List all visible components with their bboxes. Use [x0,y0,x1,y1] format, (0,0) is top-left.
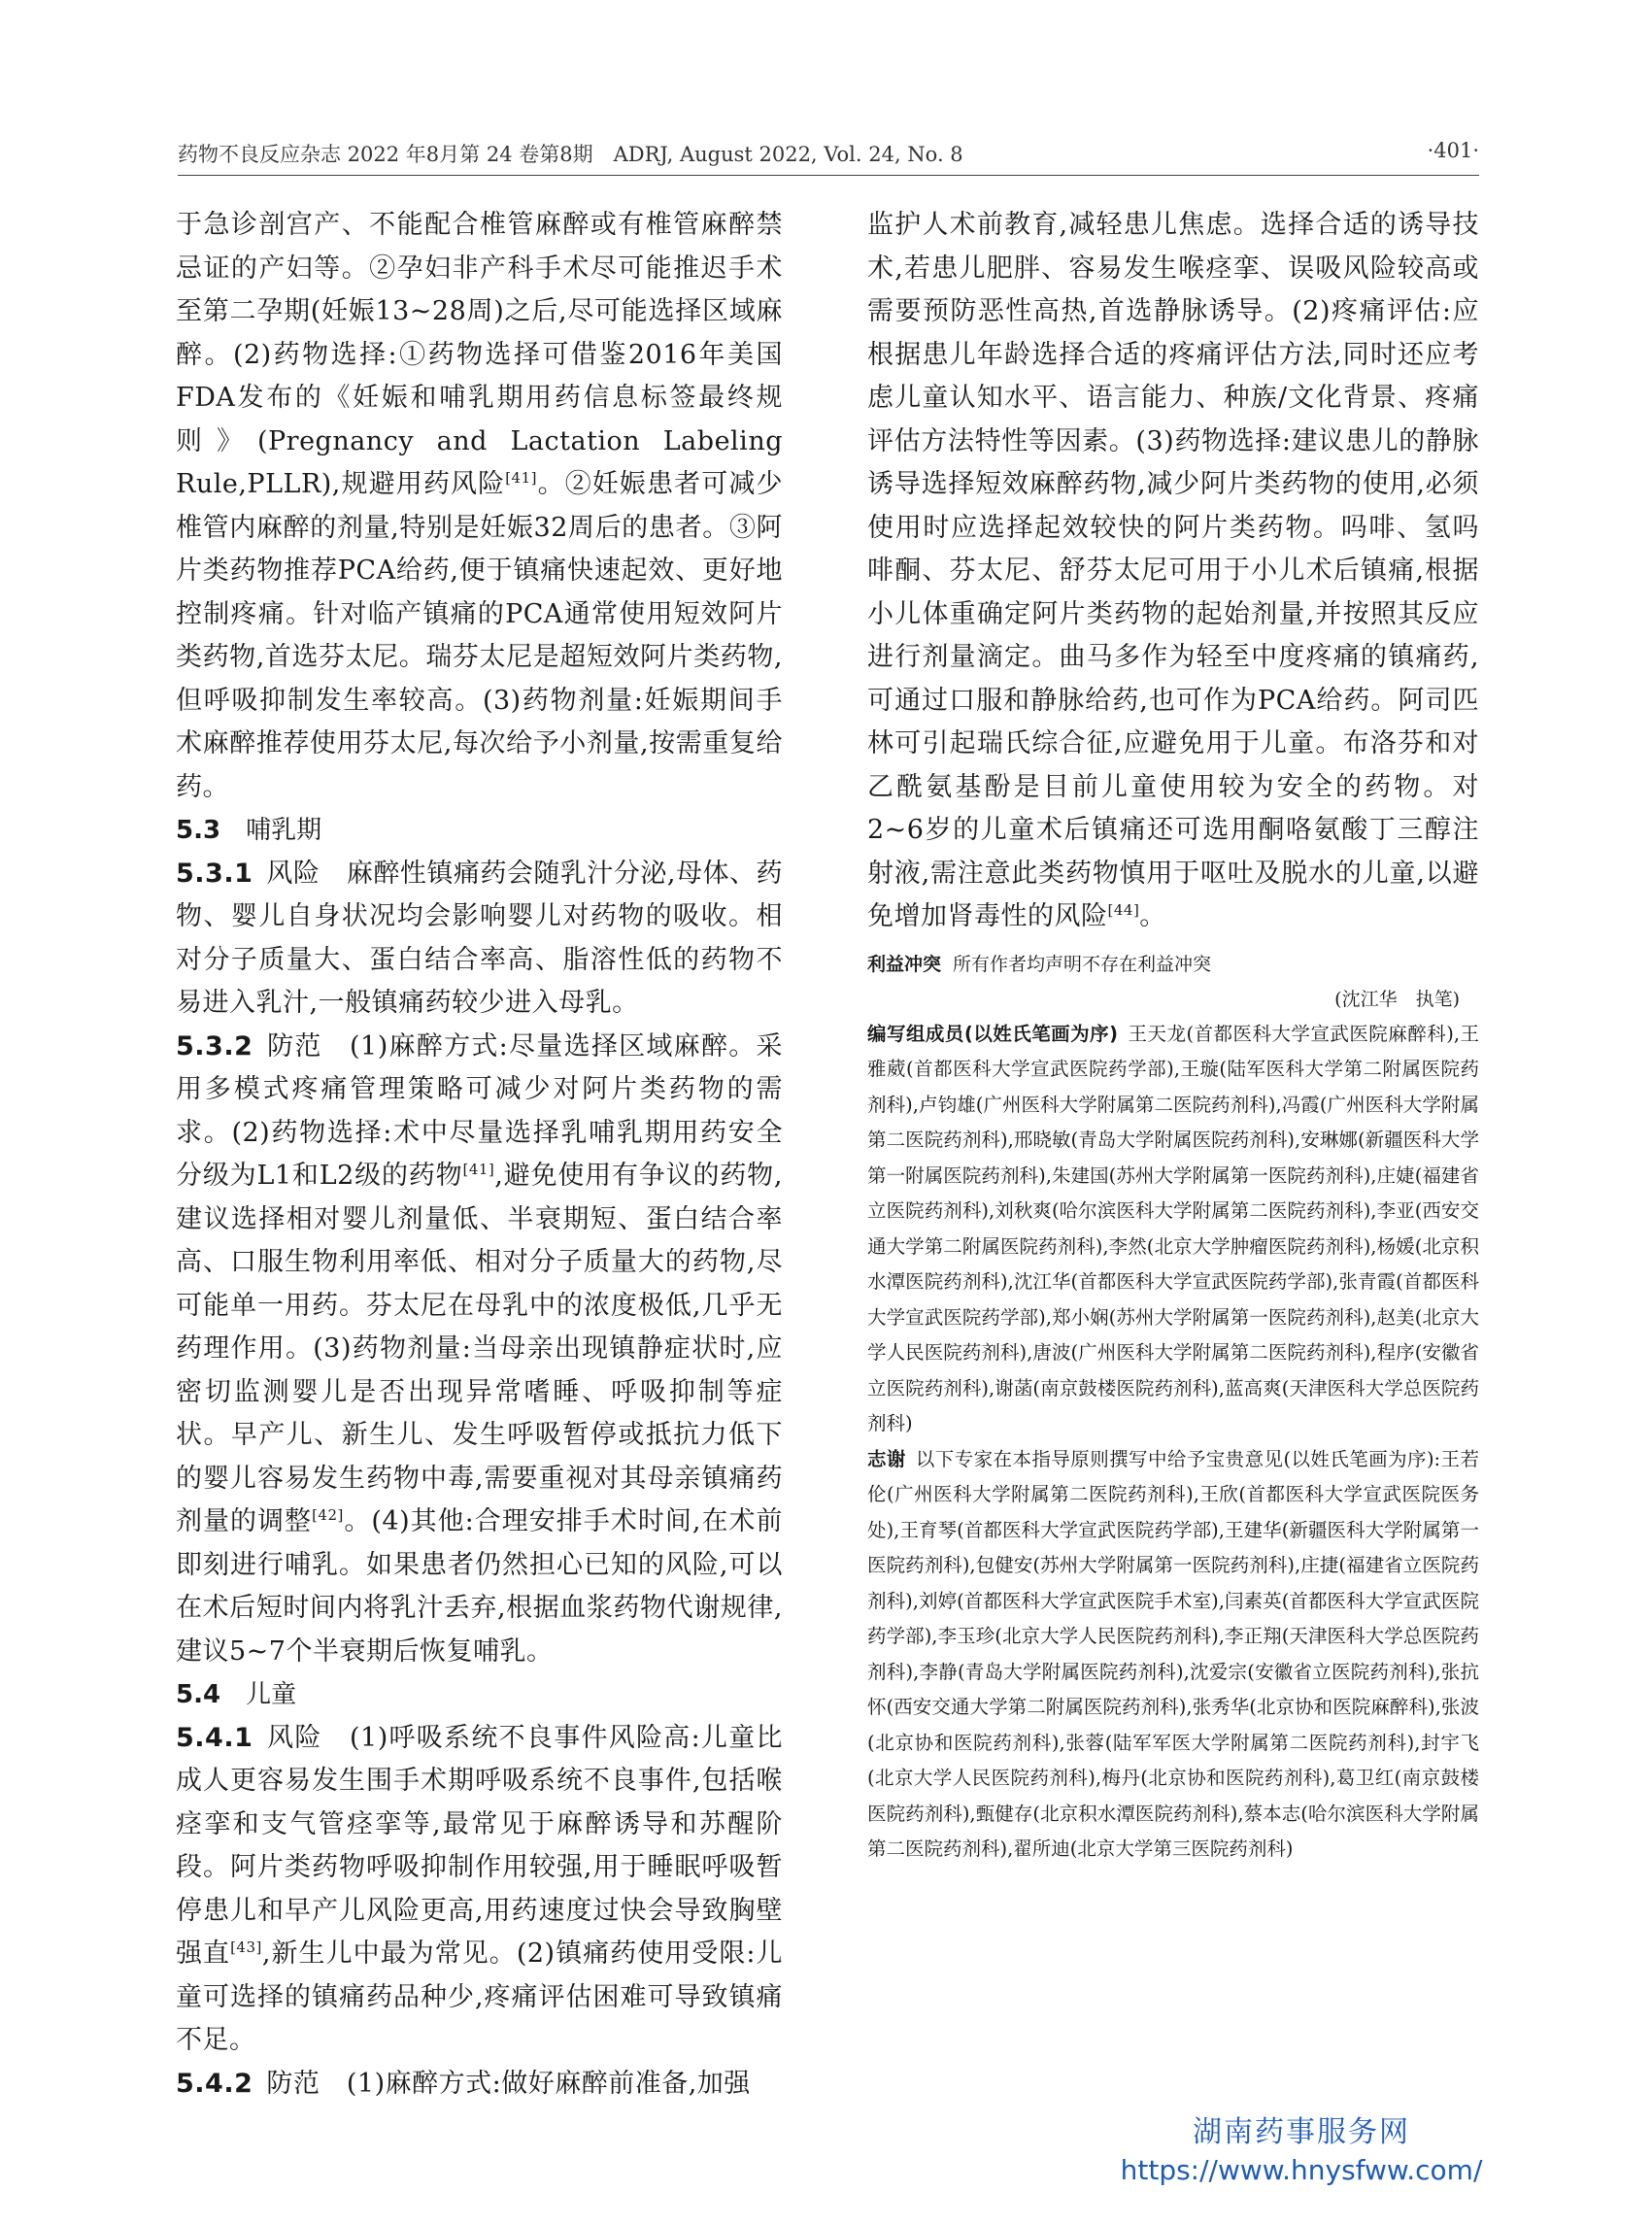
paragraph: 监护人术前教育,减轻患儿焦虑。选择合适的诱导技术,若患儿肥胖、容易发生喉痉挛、误吸风险较高或需要预防恶性高热,首选静脉诱导。(2)疼痛评估:应根据患儿年龄选择合适的疼痛评估方法,同时还应考虑儿童认知水平、语言能力、种族/文化背景、疼痛评估方法特性等因素。(3)药物选择:建议患儿的静脉诱导选择短效麻醉药物,减少阿片类药物的使用,必须使用时应选择起效较快的阿片类药物。吗啡、氢吗啡酮、芬太尼、舒芬太尼可用于小儿术后镇痛,根据小儿体重确定阿片类药物的起始剂量,并按照其反应进行剂量滴定。曲马多作为轻至中度疼痛的镇痛药,可通过口服和静脉给药,也可作为PCA给药。阿司匹林可引起瑞氏综合征,应避免用于儿童。布洛芬和对乙酰氨基酚是目前儿童使用较为安全的药物。对2~6岁的儿童术后镇痛还可选用酮咯氨酸丁三醇注射液,需注意此类药物慎用于呕吐及脱水的儿童,以避免增加肾毒性的风险[44]。 [867,210,1479,931]
watermark [1059,2113,1544,2189]
conflict-of-interest: 利益冲突 所有作者均声明不存在利益冲突 [867,953,1212,975]
reference-mark: [42] [312,1506,344,1524]
author-signature: (沈江华 执笔) [1334,988,1460,1010]
subsection-5-4-1: 5.4.1 风险 (1)呼吸系统不良事件风险高:儿童比成人更容易发生围手术期呼吸系统不良事件,包括喉痉挛和支气管痉挛等,最常见于麻醉诱导和苏醒阶段。阿片类药物呼吸抑制作用较强,用于睡眠呼吸暂停患儿和早产儿风险更高,用药速度过快会导致胸壁强直[43],新生儿中最为常见。(2)镇痛药使用受限:儿童可选择的镇痛药品种少,疼痛评估困难可导致镇痛不足。 [176,1722,784,2055]
watermark-url[interactable]: https://www.hnysfww.com/ [1120,2154,1483,2186]
reference-mark: [41] [462,1161,495,1178]
section-heading-5-4: 5.4 儿童 [176,1680,297,1709]
section-heading-5-3: 5.3 哺乳期 [176,816,322,845]
left-column [176,204,783,2106]
journal-citation: 药物不良反应杂志 2022 年8月第 24 卷第8期 ADRJ, August 2022, Vol. 24, No. 8 [178,143,963,166]
page-number: ·401· [1427,139,1479,162]
watermark-site-name: 湖南药事服务网 [1193,2115,1410,2149]
reference-mark: [44] [1107,901,1140,919]
subsection-5-3-2: 5.3.2 防范 (1)麻醉方式:尽量选择区域麻醉。采用多模式疼痛管理策略可减少对阿片类药物的需求。(2)药物选择:术中尽量选择乳哺乳期用药安全分级为L1和L2级的药物[41],避免使用有争议的药物,建议选择相对婴儿剂量低、半衰期短、蛋白结合率高、口服生物利用率低、相对分子质量大的药物,尽可能单一用药。芬太尼在母乳中的浓度极低,几乎无药理作用。(3)药物剂量:当母亲出现镇静症状时,应密切监测婴儿是否出现异常嗜睡、呼吸抑制等症状。早产儿、新生儿、发生呼吸暂停或抵抗力低下的婴儿容易发生药物中毒,需要重视对其母亲镇痛药剂量的调整[42]。(4)其他:合理安排手术时间,在术前即刻进行哺乳。如果患者仍然担心已知的风险,可以在术后短时间内将乳汁丢弃,根据血浆药物代谢规律,建议5~7个半衰期后恢复哺乳。 [176,1030,784,1667]
subsection-5-4-2: 5.4.2 防范 (1)麻醉方式:做好麻醉前准备,加强 [176,2068,751,2099]
writing-group-members: 编写组成员(以姓氏笔画为序) 王天龙(首都医科大学宣武医院麻醉科),王雅葳(首都医科大学宣武医院药学部),王璇(陆军医科大学第二附属医院药剂科),卢钧雄(广州医科大学附属第二医院药剂科),冯霞(广州医科大学附属第二医院药剂科),邢晓敏(青岛大学附属医院药剂科),安琳娜(新疆医科大学第一附属医院药剂科),朱建国(苏州大学附属第一医院药剂科),庄婕(福建省立医院药剂科),刘秋爽(哈尔滨医科大学附属第二医院药剂科),李亚(西安交通大学第二附属医院药剂科),李然(北京大学肿瘤医院药剂科),杨媛(北京积水潭医院药剂科),沈江华(首都医科大学宣武医院药学部),张青霞(首都医科大学宣武医院药学部),郑小娴(苏州大学附属第一医院药剂科),赵美(北京大学人民医院药剂科),唐波(广州医科大学附属第二医院药剂科),程序(安徽省立医院药剂科),谢菡(南京鼓楼医院药剂科),蓝高爽(天津医科大学总医院药剂科) [867,1022,1479,1434]
running-header [178,139,1479,168]
reference-mark: [41] [505,469,537,487]
acknowledgements: 志谢 以下专家在本指导原则撰写中给予宝贵意见(以姓氏笔画为序):王若伦(广州医科大学附属第二医院药剂科),王欣(首都医科大学宣武医院医务处),王育琴(首都医科大学宣武医院药学部),王建华(新疆医科大学附属第一医院药剂科),包健安(苏州大学附属第一医院药剂科),庄捷(福建省立医院药剂科),刘婷(首都医科大学宣武医院手术室),闫素英(首都医科大学宣武医院药学部),李玉珍(北京大学人民医院药剂科),李正翔(天津医科大学总医院药剂科),李静(青岛大学附属医院药剂科),沈爱宗(安徽省立医院药剂科),张抗怀(西安交通大学第二附属医院药剂科),张秀华(北京协和医院麻醉科),张波(北京协和医院药剂科),张蓉(陆军军医大学附属第二医院药剂科),封宇飞(北京大学人民医院药剂科),梅丹(北京协和医院药剂科),葛卫红(南京鼓楼医院药剂科),甄健存(北京积水潭医院药剂科),蔡本志(哈尔滨医科大学附属第二医院药剂科),翟所迪(北京大学第三医院药剂科) [867,1447,1479,1860]
header-rule [178,175,1479,176]
paragraph: 于急诊剖宫产、不能配合椎管麻醉或有椎管麻醉禁忌证的产妇等。②孕妇非产科手术尽可能推迟手术至第二孕期(妊娠13~28周)之后,尽可能选择区域麻醉。(2)药物选择:①药物选择可借鉴2016年美国FDA发布的《妊娠和哺乳期用药信息标签最终规则》(Pregnancy and Lactation Labeling Rule,PLLR),规避用药风险[41]。②妊娠患者可减少椎管内麻醉的剂量,特别是妊娠32周后的患者。③阿片类药物推荐PCA给药,便于镇痛快速起效、更好地控制疼痛。针对临产镇痛的PCA通常使用短效阿片类药物,首选芬太尼。瑞芬太尼是超短效阿片类药物,但呼吸抑制发生率较高。(3)药物剂量:妊娠期间手术麻醉推荐使用芬太尼,每次给予小剂量,按需重复给药。 [176,210,784,802]
subsection-5-3-1: 5.3.1 风险 麻醉性镇痛药会随乳汁分泌,母体、药物、婴儿自身状况均会影响婴儿对药物的吸收。相对分子质量大、蛋白结合率高、脂溶性低的药物不易进入乳汁,一般镇痛药较少进入母乳。 [176,858,784,1018]
reference-mark: [43] [230,1938,262,1956]
right-column [867,204,1479,1868]
